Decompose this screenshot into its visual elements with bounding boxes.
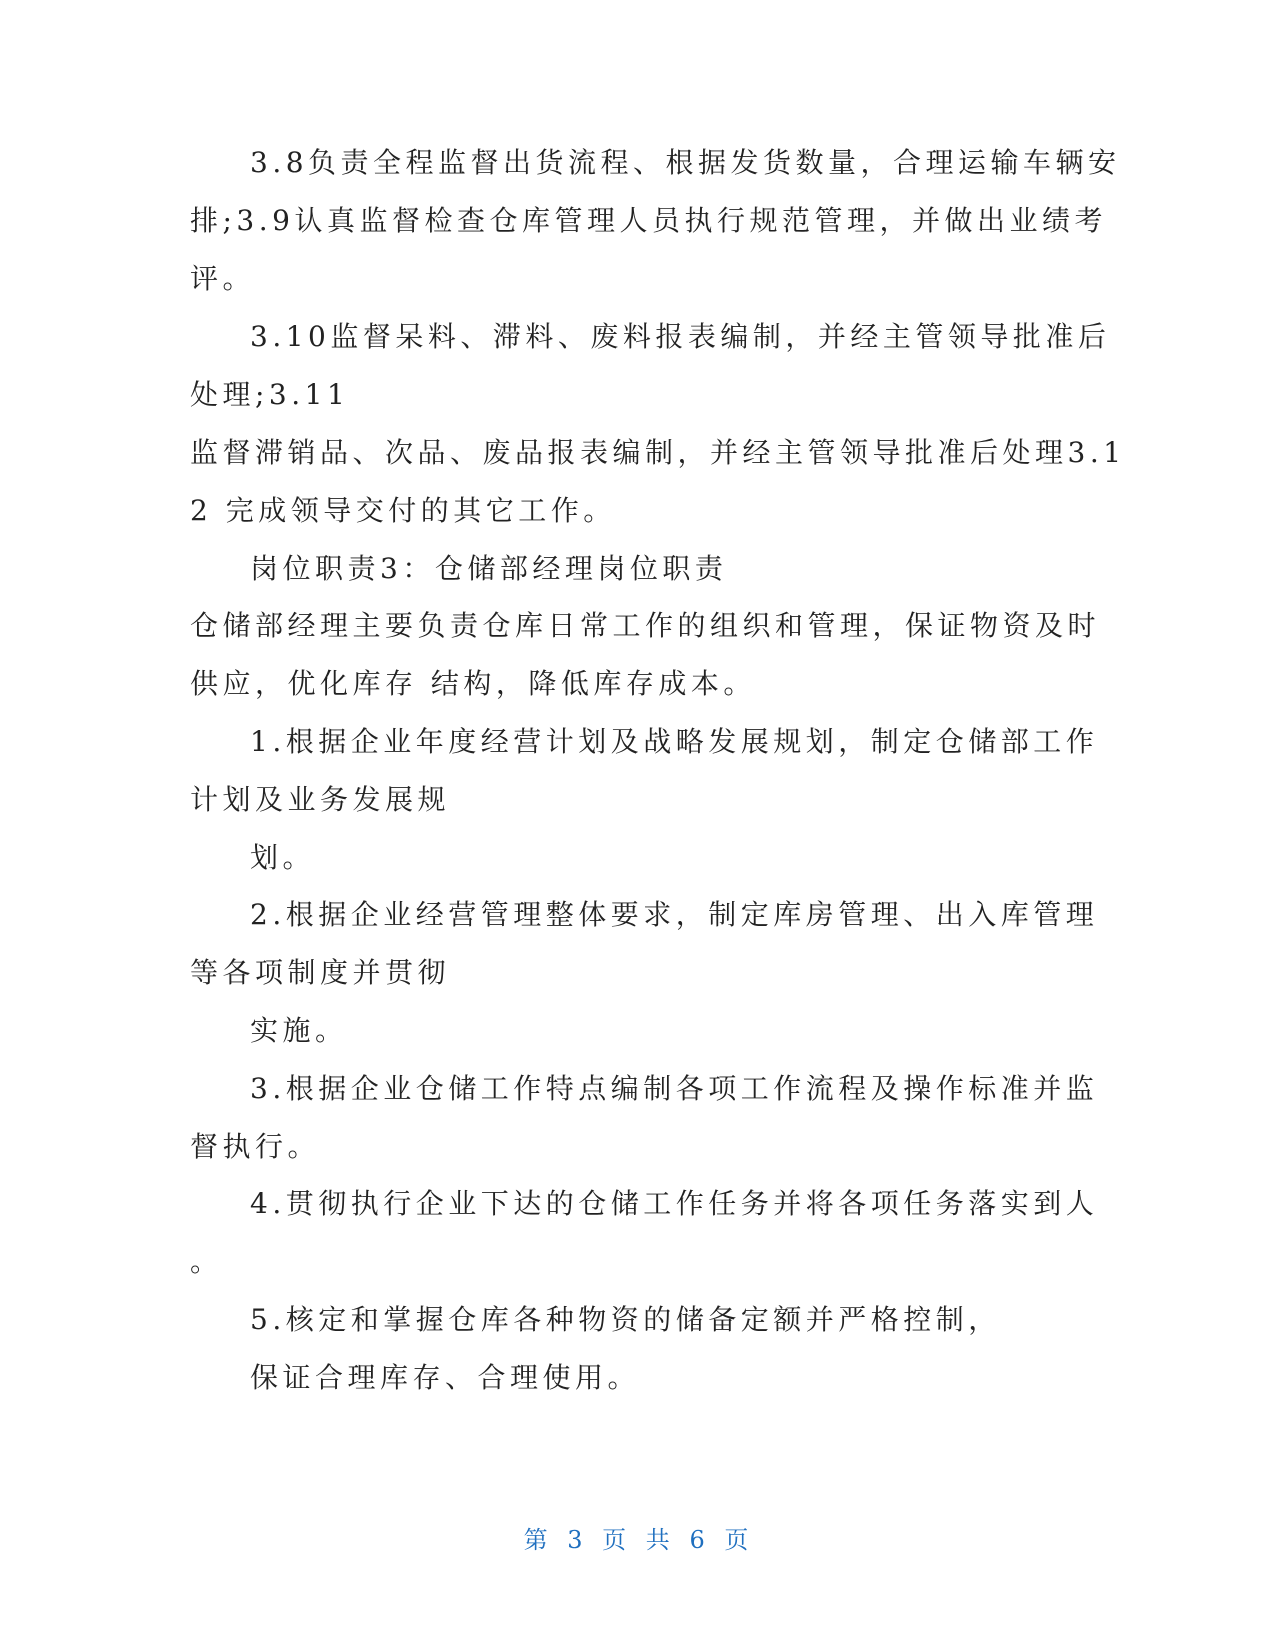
text-line: 供应，优化库存 结构，降低库存成本。 [190,667,756,700]
text-line: 计划及业务发展规 [190,783,451,816]
text-line: 保证合理库存、合理使用。 [250,1361,641,1394]
text-line: 3.10监督呆料、滞料、废料报表编制，并经主管领导批准后 [250,320,1111,353]
section-heading: 岗位职责3：仓储部经理岗位职责 [250,552,728,585]
page-number-footer: 第 3 页 共 6 页 [523,1526,752,1554]
text-line: 处理;3.11 [190,378,350,411]
list-item: 4.贯彻执行企业下达的仓储工作任务并将各项任务落实到人 [250,1187,1099,1220]
text-line: 2 完成领导交付的其它工作。 [190,494,616,527]
list-item: 1.根据企业年度经营计划及战略发展规划，制定仓储部工作 [250,725,1099,758]
text-line: 督执行。 [190,1130,321,1163]
list-item: 5.核定和掌握仓库各种物资的储备定额并严格控制， [250,1303,1001,1336]
text-line: 等各项制度并贯彻 [190,956,451,989]
text-line: 仓储部经理主要负责仓库日常工作的组织和管理，保证物资及时 [190,609,1101,642]
text-line: 实施。 [250,1014,348,1047]
list-item: 2.根据企业经营管理整体要求，制定库房管理、出入库管理 [250,898,1099,931]
text-line: 评。 [190,262,256,295]
list-item: 3.根据企业仓储工作特点编制各项工作流程及操作标准并监 [250,1072,1099,1105]
text-line: 监督滞销品、次品、废品报表编制，并经主管领导批准后处理3.1 [190,436,1126,469]
text-line: 划。 [250,841,316,874]
text-line: 。 [190,1245,223,1278]
text-line: 3.8负责全程监督出货流程、根据发货数量，合理运输车辆安 [250,146,1121,179]
text-line: 排;3.9认真监督检查仓库管理人员执行规范管理，并做出业绩考 [190,204,1107,237]
